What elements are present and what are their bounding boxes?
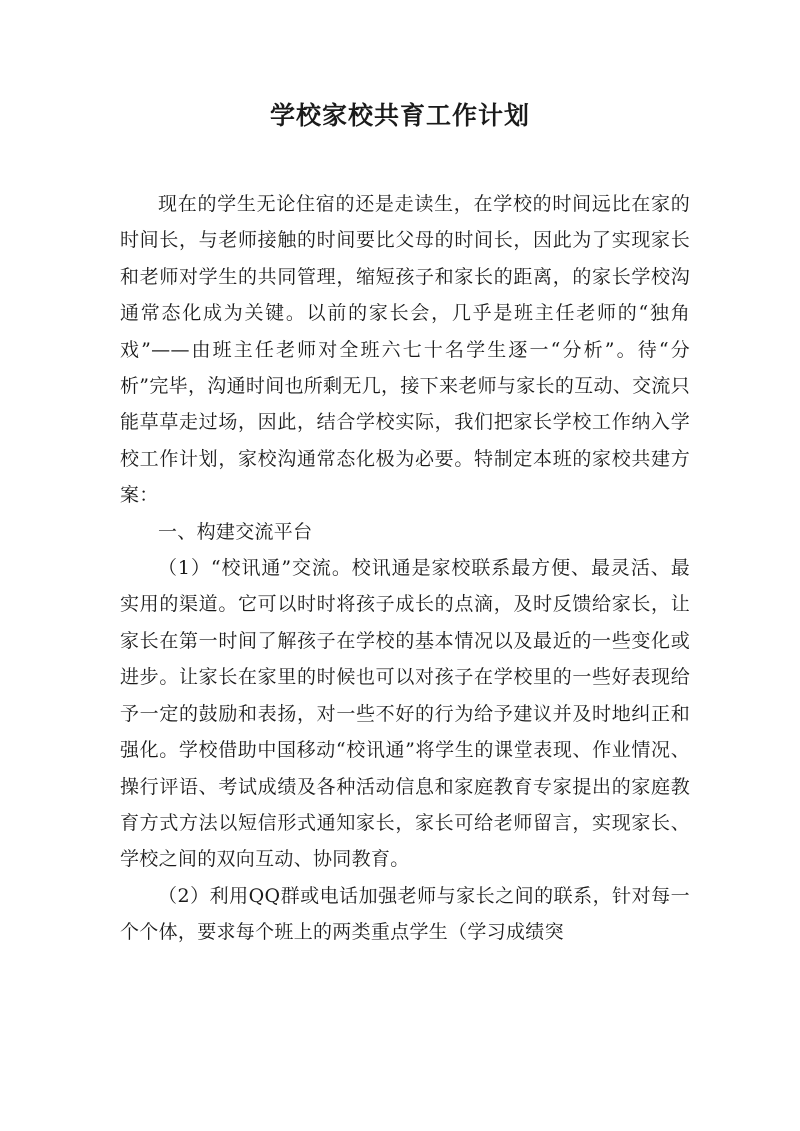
paragraph-item-2: （2）利用QQ群或电话加强老师与家长之间的联系，针对每一个个体，要求每个班上的两类重点学生（学习成绩突 xyxy=(120,884,690,944)
document-body xyxy=(120,186,690,951)
paragraph-intro: 现在的学生无论住宿的还是走读生，在学校的时间远比在家的时间长，与老师接触的时间要比父母的时间长，因此为了实现家长和老师对学生的共同管理，缩短孩子和家长的距离，的家长学校沟通常态化成为关键。以前的家长会，几乎是班主任老师的“独角戏”——由班主任老师对全班六七十名学生逐一“分析”。待“分析”完毕，沟通时间也所剩无几，接下来老师与家长的互动、交流只能草草走过场，因此，结合学校实际，我们把家长学校工作纳入学校工作计划，家校沟通常态化极为必要。特制定本班的家校共建方案： xyxy=(120,193,690,507)
document-title: 学校家校共育工作计划 xyxy=(269,101,530,130)
section-heading: 一、构建交流平台 xyxy=(158,520,313,543)
paragraph-item-1: （1）“校讯通”交流。校讯通是家校联系最方便、最灵活、最实用的渠道。它可以时时将孩子成长的点滴，及时反馈给家长，让家长在第一时间了解孩子在学校的基本情况以及最近的一些变化或进步。让家长在家里的时候也可以对孩子在学校里的一些好表现给予一定的鼓励和表扬，对一些不好的行为给予建议并及时地纠正和强化。学校借助中国移动“校讯通”将学生的课堂表现、作业情况、操行评语、考试成绩及各种活动信息和家庭教育专家提出的家庭教育方式方法以短信形式通知家长，家长可给老师留言，实现家长、学校之间的双向互动、协同教育。 xyxy=(120,557,690,871)
